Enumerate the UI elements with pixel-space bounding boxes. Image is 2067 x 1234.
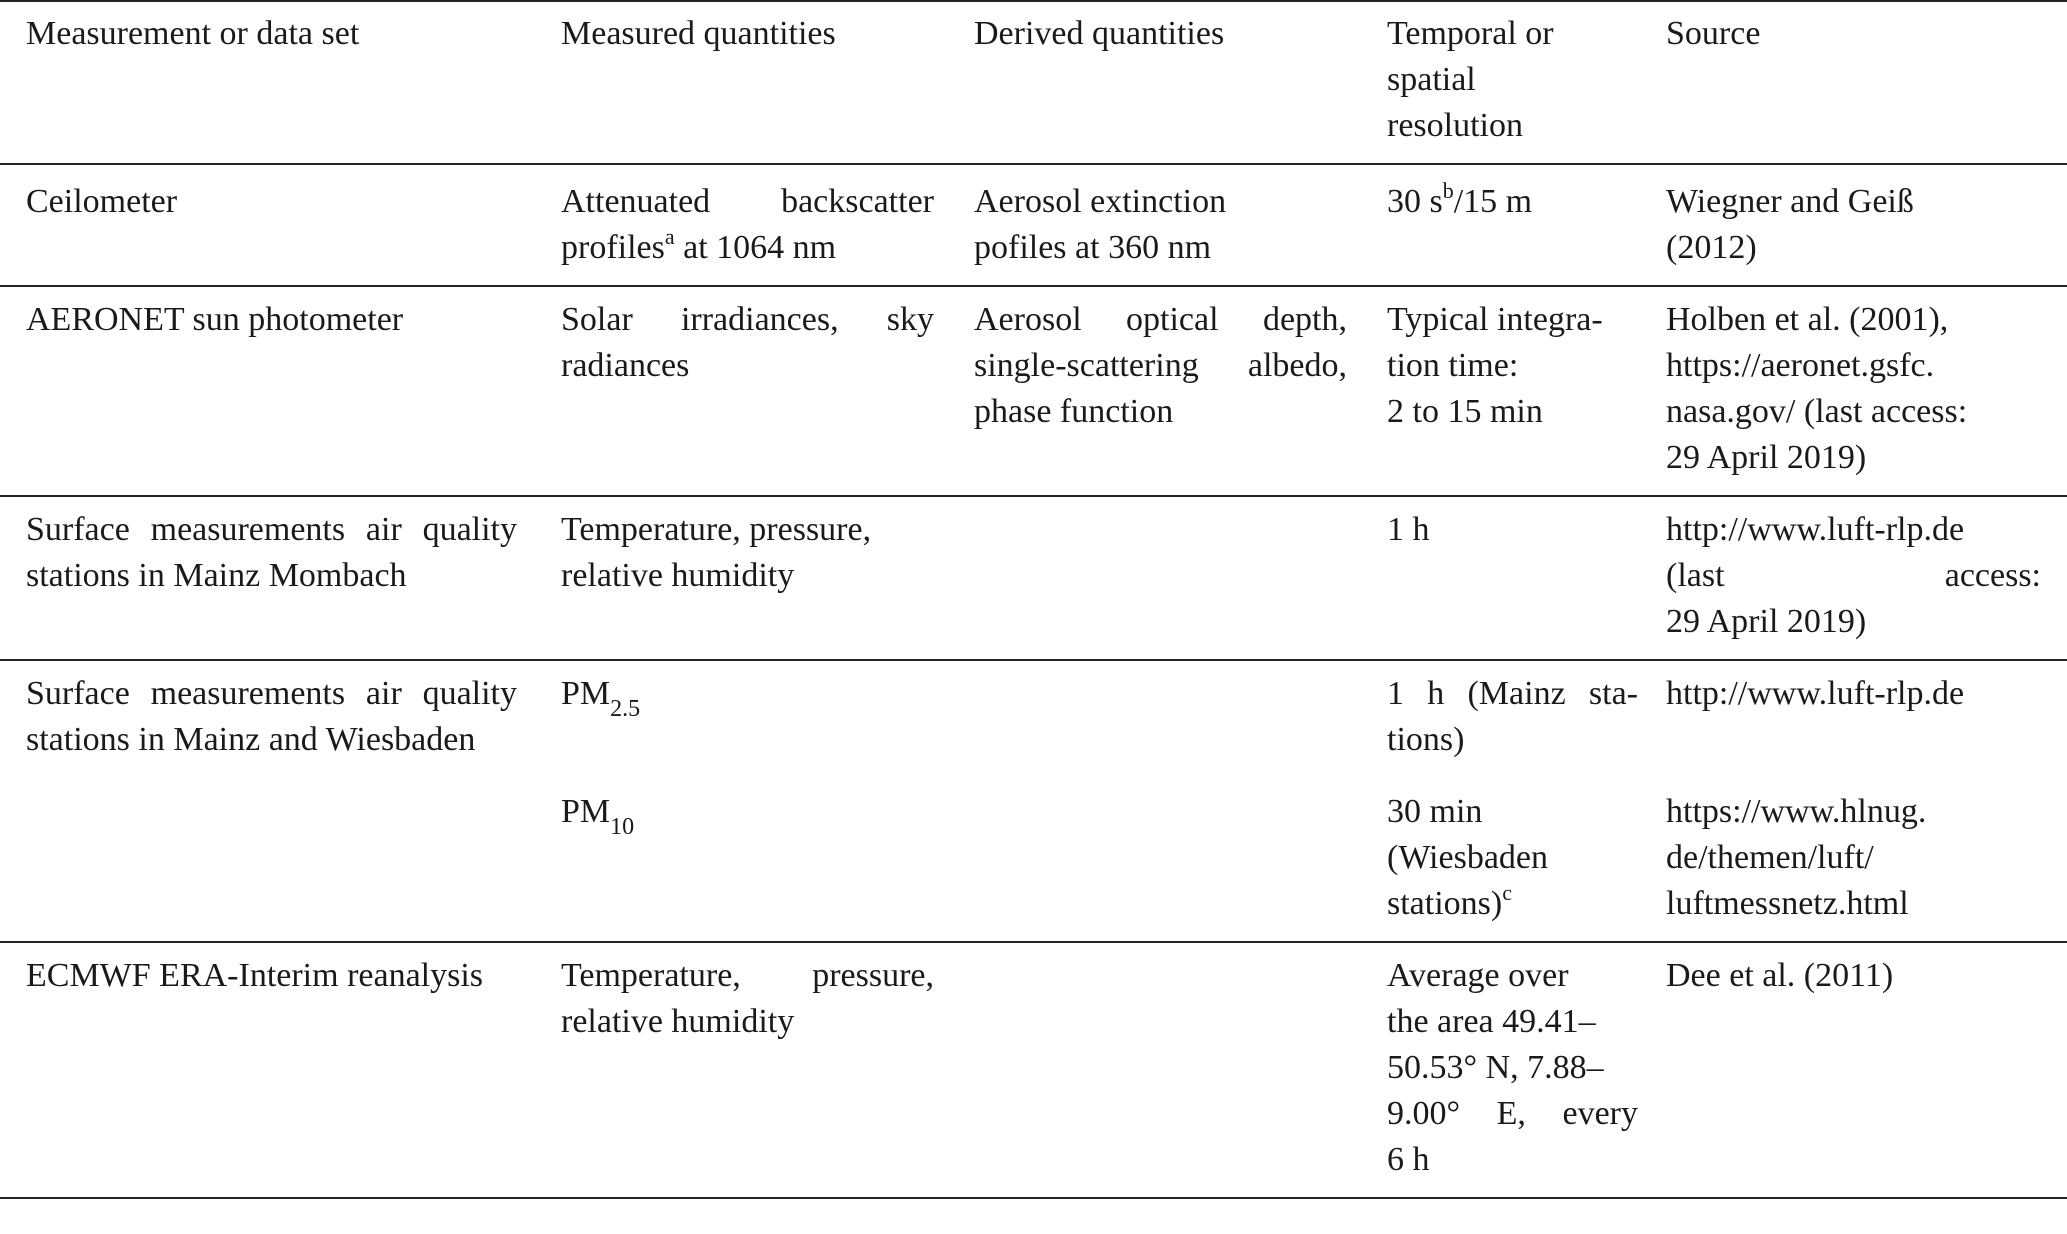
header-resolution-line: Temporal or: [1387, 15, 1554, 52]
cell-resolution: 1 h: [1387, 511, 1430, 548]
text-line: Average over: [1387, 957, 1569, 994]
text-line: Holben et al. (2001),: [1666, 301, 1949, 338]
text-line: relative humidity: [561, 557, 795, 594]
cell-derived: [948, 779, 1361, 942]
cell-source: [1652, 779, 2067, 942]
subscript: 10: [610, 813, 635, 840]
cell-derived: [948, 942, 1361, 1198]
cell-source: Dee et al. (2011): [1666, 957, 1894, 994]
text-line: 2 to 15 min: [1387, 393, 1543, 430]
cell-resolution: [1361, 660, 1652, 779]
cell-source: [1652, 164, 2067, 286]
text-line: 1 h (Mainz sta-: [1387, 675, 1638, 712]
header-row: [0, 1, 2067, 164]
cell-dataset: Ceilometer: [26, 183, 178, 220]
cell-measured: [535, 779, 948, 942]
header-resolution-line: resolution: [1387, 107, 1523, 144]
cell-source: [1652, 286, 2067, 496]
table-header: [0, 1, 2067, 164]
text-line: nasa.gov/ (last access:: [1666, 393, 1968, 430]
header-measured: Measured quantities: [561, 15, 836, 52]
text: at 1064 nm: [674, 229, 837, 266]
cell-measured: [535, 660, 948, 779]
footnote-marker: c: [1502, 879, 1512, 905]
cell-resolution: [1361, 779, 1652, 942]
cell-measured: Temperature, pressure, relative humidity: [561, 957, 934, 1040]
table-row: [0, 942, 2067, 1198]
cell-dataset: Surface measurements air quality stations in Mainz Mombach: [26, 511, 517, 594]
header-source: Source: [1666, 15, 1761, 52]
cell-measured: Solar irradiances, sky radiances: [561, 301, 934, 384]
text: stations): [1387, 885, 1503, 922]
text-line: (last access:: [1666, 557, 2041, 594]
table-body: [0, 164, 2067, 1198]
text-line: tions): [1387, 721, 1465, 758]
text-line: Typical integra-: [1387, 301, 1603, 338]
cell-measured: [535, 164, 948, 286]
cell-dataset: AERONET sun photometer: [26, 301, 404, 338]
table-row: [0, 660, 2067, 779]
footnote-marker: a: [664, 223, 675, 249]
table-row: [0, 164, 2067, 286]
text-line: http://www.luft-rlp.de: [1666, 511, 1965, 548]
cell-derived: Aerosol optical depth, single-scattering albedo, phase function: [974, 301, 1347, 430]
text-line: https://www.hlnug.: [1666, 793, 1927, 830]
text-line: 9.00° E, every: [1387, 1095, 1638, 1132]
footnote-marker: b: [1442, 177, 1454, 203]
text-line: 29 April 2019): [1666, 439, 1867, 476]
text: PM: [561, 675, 611, 712]
table-row: [0, 286, 2067, 496]
header-resolution: [1361, 1, 1652, 164]
text-line: de/themen/luft/: [1666, 839, 1874, 876]
subscript: 2.5: [610, 695, 641, 722]
text: Attenuated backscatter profiles: [561, 183, 934, 266]
text: /15 m: [1453, 183, 1533, 220]
header-resolution-line: spatial: [1387, 61, 1476, 98]
cell-measured: [535, 496, 948, 660]
cell-resolution: [1361, 942, 1652, 1198]
text-line: 29 April 2019): [1666, 603, 1867, 640]
cell-dataset: ECMWF ERA-Interim reanalysis: [26, 957, 484, 994]
text-line: the area 49.41–: [1387, 1003, 1596, 1040]
text-line: Temperature, pressure,: [561, 511, 872, 548]
text-line: tion time:: [1387, 347, 1519, 384]
text-line: 6 h: [1387, 1141, 1430, 1178]
cell-derived: [948, 164, 1361, 286]
text-line: pofiles at 360 nm: [974, 229, 1212, 266]
text-line: (Wiesbaden: [1387, 839, 1549, 876]
cell-resolution: [1361, 164, 1652, 286]
text-line: [1387, 881, 1638, 927]
cell-resolution: [1361, 286, 1652, 496]
header-derived: Derived quantities: [974, 15, 1225, 52]
text-line: Aerosol extinction: [974, 183, 1227, 220]
text: 30 s: [1387, 183, 1443, 220]
text-line: Wiegner and Geiß: [1666, 183, 1914, 220]
text-line: 50.53° N, 7.88–: [1387, 1049, 1604, 1086]
text-line: luftmessnetz.html: [1666, 885, 1909, 922]
text: PM: [561, 793, 611, 830]
table-row: [0, 496, 2067, 660]
text-line: https://aeronet.gsfc.: [1666, 347, 1935, 384]
text-line: (2012): [1666, 229, 1757, 266]
cell-derived: [948, 660, 1361, 779]
cell-source: [1652, 496, 2067, 660]
cell-dataset: Surface measurements air quality stations in Mainz and Wiesbaden: [26, 675, 517, 758]
header-dataset: Measurement or data set: [26, 15, 360, 52]
cell-derived: [948, 496, 1361, 660]
cell-source: http://www.luft-rlp.de: [1666, 675, 1965, 712]
text-line: 30 min: [1387, 793, 1483, 830]
